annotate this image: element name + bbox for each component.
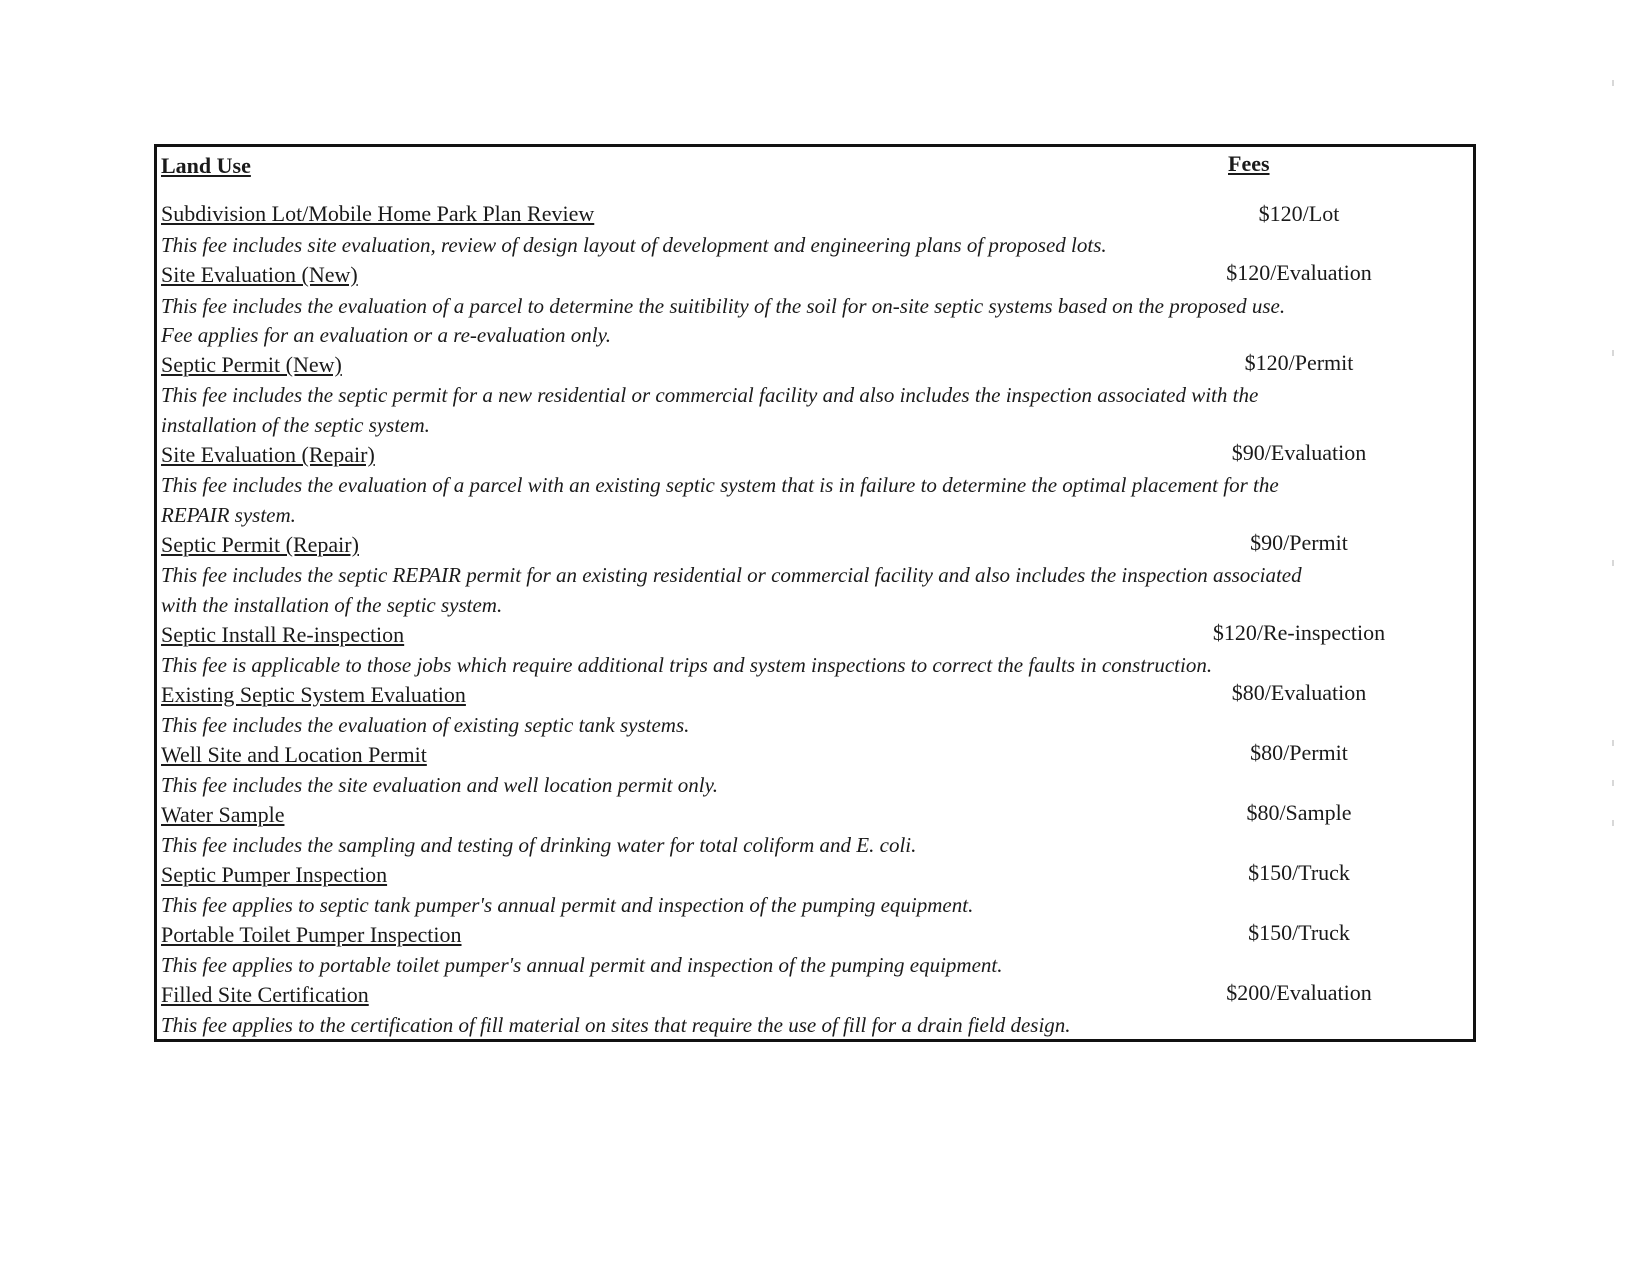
- entry-fee: $120/Permit: [1244, 350, 1354, 375]
- entry-fee: $120/Evaluation: [1226, 260, 1372, 285]
- entry-name: Site Evaluation (Repair): [161, 442, 375, 467]
- entry-fee: $120/Re-inspection: [1212, 620, 1386, 645]
- entry-name: Portable Toilet Pumper Inspection: [161, 922, 462, 947]
- entry-description: This fee applies to portable toilet pumper's annual permit and inspection of the pumping equipment.: [161, 953, 1003, 977]
- entry-fee: $80/Sample: [1246, 800, 1352, 825]
- entry-fee: $80/Permit: [1250, 740, 1348, 765]
- entry-fee: $90/Evaluation: [1231, 440, 1367, 465]
- entry-description: This fee includes the septic permit for a new residential or commercial facility and also includes the inspection associated with the: [161, 383, 1259, 407]
- entry-description: This fee is applicable to those jobs which require additional trips and system inspections to correct the faults in construction.: [161, 653, 1213, 677]
- entry-description: This fee includes site evaluation, review of design layout of development and engineering plans of proposed lots.: [161, 233, 1107, 257]
- entry-name: Subdivision Lot/Mobile Home Park Plan Review: [161, 201, 595, 226]
- entry-description: with the installation of the septic system.: [161, 593, 503, 617]
- scan-artifact: [1612, 780, 1614, 786]
- entry-description: REPAIR system.: [161, 503, 296, 527]
- scan-artifact: [1612, 820, 1614, 826]
- entry-name: Septic Pumper Inspection: [161, 862, 388, 887]
- entry-description: This fee includes the evaluation of existing septic tank systems.: [161, 713, 690, 737]
- entry-description: This fee applies to the certification of fill material on sites that require the use of fill for a drain field design.: [161, 1013, 1071, 1037]
- entry-name: Septic Install Re-inspection: [161, 622, 405, 647]
- scan-artifact: [1612, 80, 1614, 86]
- entry-description: Fee applies for an evaluation or a re-evaluation only.: [161, 323, 612, 347]
- entry-name: Septic Permit (Repair): [161, 532, 359, 557]
- entry-description: This fee includes the evaluation of a parcel with an existing septic system that is in failure to determine the optimal placement for the: [161, 473, 1279, 497]
- entry-fee: $150/Truck: [1248, 920, 1350, 945]
- entry-description: This fee includes the sampling and testing of drinking water for total coliform and E. coli.: [161, 833, 917, 857]
- scan-artifact: [1612, 560, 1614, 566]
- scan-artifact: [1612, 740, 1614, 746]
- fees-header: Fees: [1228, 151, 1270, 176]
- entry-description: This fee includes the site evaluation and well location permit only.: [161, 773, 719, 797]
- entry-name: Septic Permit (New): [161, 352, 342, 377]
- entry-fee: $120/Lot: [1258, 201, 1340, 226]
- entry-description: installation of the septic system.: [161, 413, 430, 437]
- scan-artifact: [1612, 350, 1614, 356]
- entry-fee: $150/Truck: [1248, 860, 1350, 885]
- entry-name: Well Site and Location Permit: [161, 742, 427, 767]
- entry-fee: $80/Evaluation: [1231, 680, 1367, 705]
- fee-schedule-table: [154, 144, 1476, 1042]
- land-use-header: Land Use: [161, 153, 251, 178]
- entry-fee: $90/Permit: [1250, 530, 1348, 555]
- entry-name: Site Evaluation (New): [161, 262, 358, 287]
- entry-description: This fee includes the septic REPAIR permit for an existing residential or commercial facility and also includes the inspection associated: [161, 563, 1302, 587]
- entry-name: Existing Septic System Evaluation: [161, 682, 466, 707]
- entry-description: This fee applies to septic tank pumper's annual permit and inspection of the pumping equipment.: [161, 893, 974, 917]
- entry-description: This fee includes the evaluation of a parcel to determine the suitibility of the soil for on-site septic systems based on the proposed use.: [161, 294, 1286, 318]
- entry-name: Water Sample: [161, 802, 285, 827]
- entry-name: Filled Site Certification: [161, 982, 369, 1007]
- entry-fee: $200/Evaluation: [1226, 980, 1372, 1005]
